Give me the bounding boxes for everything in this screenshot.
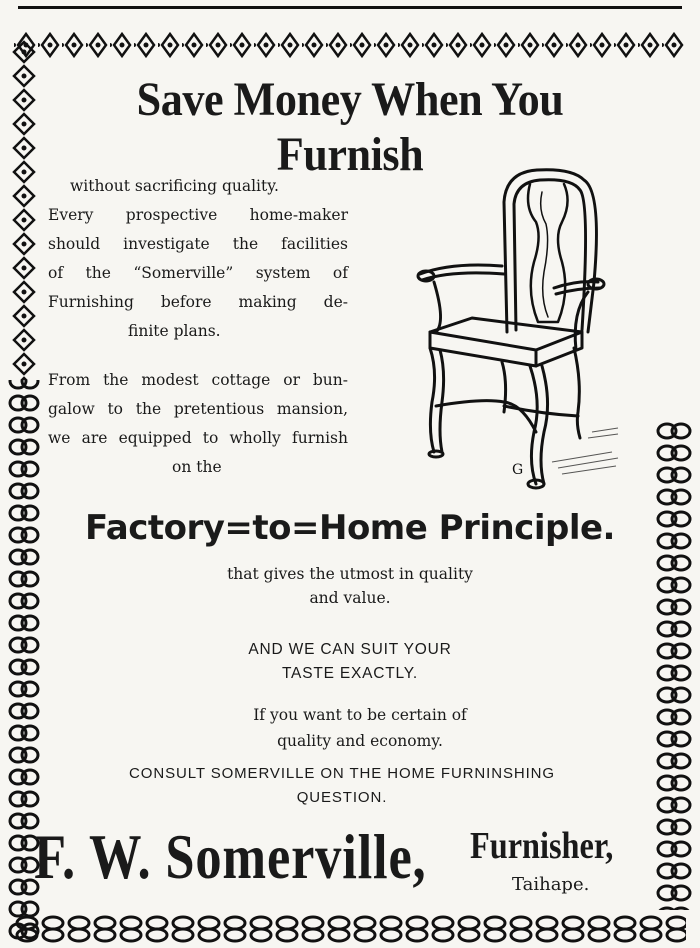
intro-line: Furnishing before making de-: [48, 293, 348, 311]
consult-line: CONSULT SOMERVILLE ON THE HOME FURNINSHING: [129, 765, 555, 782]
intro-line: finite plans.: [128, 322, 221, 340]
certain-line: quality and economy.: [277, 732, 443, 750]
ornamental-border-left: [6, 40, 42, 940]
ornamental-border-bottom: [14, 914, 686, 944]
signature-town: Taihape.: [512, 874, 590, 895]
suit-paragraph: [150, 638, 550, 686]
signature-role: Furnisher,: [470, 825, 614, 867]
certain-line: If you want to be certain of: [253, 706, 467, 724]
intro-line: without sacrificing quality.: [70, 177, 279, 195]
value-line: that gives the utmost in quality: [227, 565, 473, 583]
value-paragraph: [150, 562, 550, 610]
headline: Save Money When You Furnish: [136, 73, 564, 181]
svg-text:G: G: [512, 462, 524, 478]
intro-line: should investigate the facilities: [48, 235, 348, 253]
chair-icon: [412, 162, 622, 492]
certain-paragraph: [150, 702, 570, 754]
signature-block: [34, 812, 654, 912]
signature-name: F. W. Somerville,: [34, 821, 427, 892]
cottage-line: From the modest cottage or bun-: [48, 371, 348, 389]
consult-paragraph: [52, 762, 632, 810]
suit-line: AND WE CAN SUIT YOUR: [248, 641, 452, 658]
principle-heading: Factory=to=Home Principle.: [85, 508, 615, 548]
value-line: and value.: [309, 589, 391, 607]
cottage-line: we are equipped to wholly furnish: [48, 429, 348, 447]
consult-line: QUESTION.: [296, 789, 388, 806]
cottage-line: on the: [172, 458, 222, 476]
ornamental-border-right: [654, 420, 694, 910]
cottage-line: galow to the pretentious mansion,: [48, 400, 348, 418]
suit-line: TASTE EXACTLY.: [281, 665, 419, 682]
intro-line: Every prospective home-maker: [48, 206, 348, 224]
intro-paragraph: [48, 172, 348, 346]
intro-line: of the “Somerville” system of: [48, 264, 348, 282]
ornamental-border-top: [14, 30, 686, 60]
cottage-paragraph: [48, 366, 348, 482]
top-rule: [18, 6, 682, 9]
